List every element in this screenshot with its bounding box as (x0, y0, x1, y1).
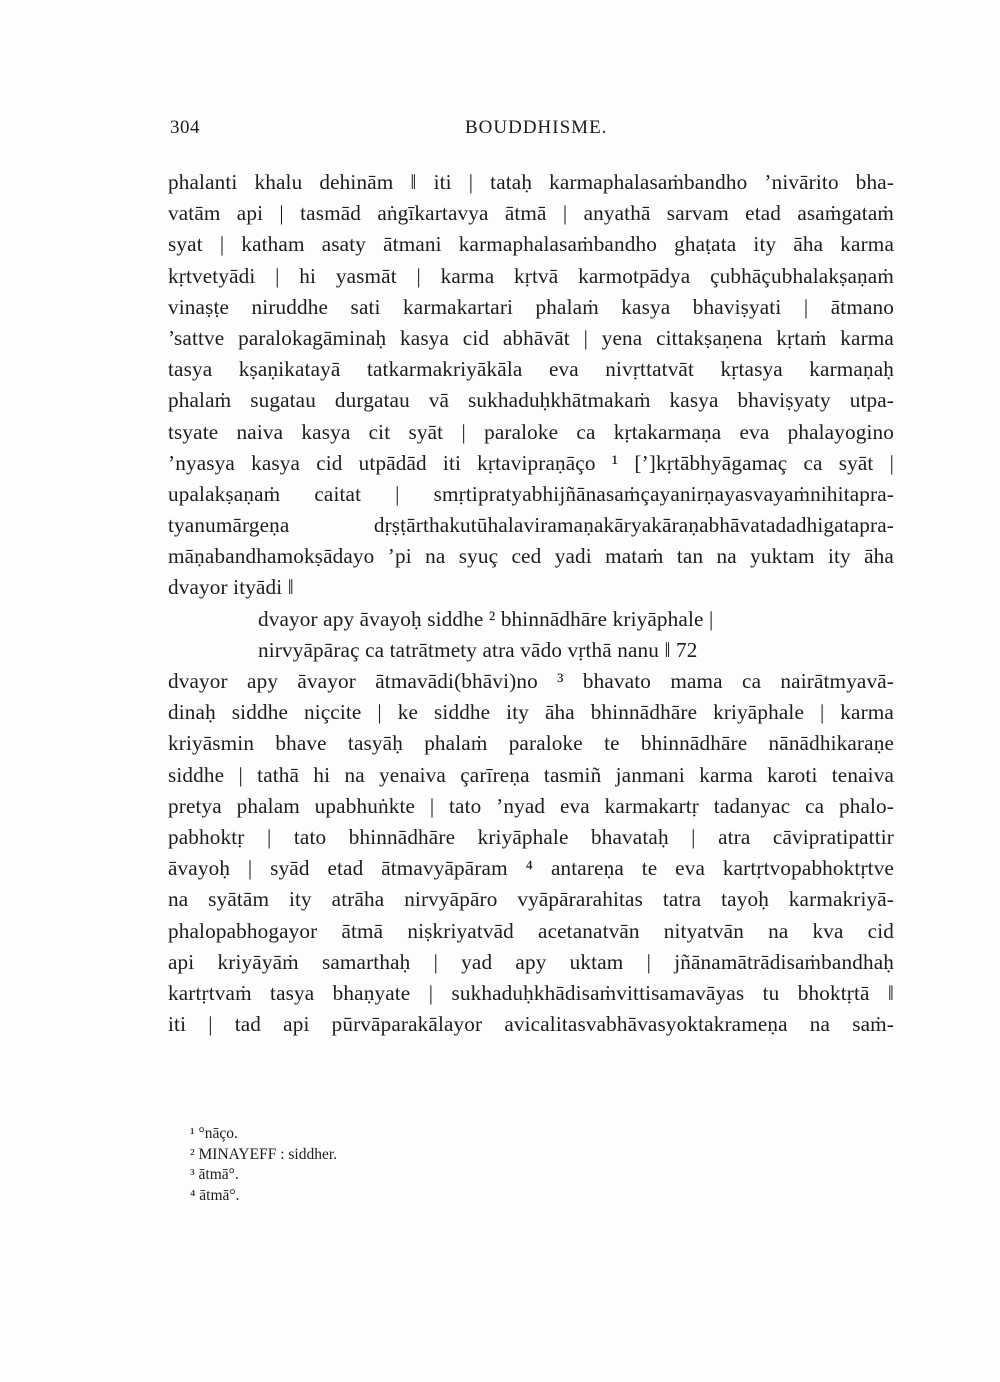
text-line: siddhe | tathā hi na yenaiva çarīreṇa tasmiñ janmani karma karoti tenaiva (168, 762, 894, 787)
text-line: āvayoḥ | syād etad ātmavyāpāram ⁴ antareṇa te eva kartṛtvopabhoktṛtve (168, 856, 894, 881)
text-line: dinaḥ siddhe niçcite | ke siddhe ity āha bhinnādhāre kriyāphale | karma (168, 700, 894, 725)
text-line: vinaṣṭe niruddhe sati karmakartari phalaṁ kasya bhaviṣyati | ātmano (168, 294, 894, 319)
text-line: kartṛtvaṁ tasya bhaṇyate | sukhaduḥkhādisaṁvittisamavāyas tu bhoktṛtā ‖ (168, 980, 894, 1005)
text-line: dvayor ityādi ‖ (168, 575, 294, 600)
text-line: syat | katham asaty ātmani karmaphalasaṁbandho ghaṭata ity āha karma (168, 232, 894, 257)
text-line: phalopabhogayor ātmā niṣkriyatvād acetanatvān nityatvān na kva cid (168, 918, 894, 943)
footnotes (190, 1124, 590, 1206)
page-header (170, 117, 890, 141)
text-line: api kriyāyāṁ samarthaḥ | yad apy uktam | jñānamātrādisaṁbandhaḥ (168, 949, 894, 974)
text-line: kriyāsmin bhave tasyāḥ phalaṁ paraloke te bhinnādhāre nānādhikaraṇe (168, 731, 894, 756)
text-line: upalakṣaṇaṁ caitat | smṛtipratyabhijñānasaṁçayanirṇayasvayaṁnihitapra- (168, 481, 894, 506)
footnote: ² MINAYEFF : siddher. (190, 1145, 338, 1163)
footnote: ¹ °nāço. (190, 1125, 238, 1142)
page-number: 304 (170, 117, 200, 138)
text-line: na syātām ity atrāha nirvyāpāro vyāpārarahitas tatra tayoḥ karmakriyā- (168, 887, 894, 912)
text-line: phalaṁ sugatau durgatau vā sukhaduḥkhātmakaṁ kasya bhaviṣyaty utpa- (168, 388, 894, 413)
verse-line: dvayor apy āvayoḥ siddhe ² bhinnādhāre kriyāphale | (258, 606, 714, 631)
main-text (168, 167, 894, 1040)
text-line: tasya kṣaṇikatayā tatkarmakriyākāla eva nivṛttatvāt kṛtasya karmaṇaḥ (168, 357, 894, 382)
running-title: BOUDDHISME. (465, 117, 608, 138)
text-line: iti | tad api pūrvāparakālayor avicalitasvabhāvasyoktakrameṇa na saṁ- (168, 1012, 894, 1037)
text-line: māṇabandhamokṣādayo ’pi na syuç ced yadi mataṁ tan na yuktam ity āha (168, 544, 894, 569)
text-line: tyanumārgeṇa dṛṣṭārthakutūhalaviramaṇakāryakāraṇabhāvatadadhigatapra- (168, 513, 894, 538)
text-line: phalanti khalu dehinām ‖ iti | tataḥ karmaphalasaṁbandho ’nivārito bha- (168, 170, 894, 194)
text-line: kṛtvetyādi | hi yasmāt | karma kṛtvā karmotpādya çubhāçubhalakṣaṇaṁ (168, 263, 894, 288)
footnote: ⁴ ātmā°. (190, 1186, 240, 1204)
verse-line: nirvyāpāraç ca tatrātmety atra vādo vṛthā nanu ‖ 72 (258, 637, 698, 662)
text-line: tsyate naiva kasya cit syāt | paraloke ca kṛtakarmaṇa eva phalayogino (168, 419, 894, 444)
text-line: vatām api | tasmād aṅgīkartavya ātmā | anyathā sarvam etad asaṁgataṁ (168, 201, 894, 226)
text-line: pretya phalam upabhuṅkte | tato ’nyad eva karmakartṛ tadanyac ca phalo- (168, 793, 894, 818)
text-line: pabhoktṛ | tato bhinnādhāre kriyāphale bhavataḥ | atra cāvipratipattir (168, 824, 894, 849)
text-line: ’nyasya kasya cid utpādād iti kṛtavipraṇāço ¹ [’]kṛtābhyāgamaç ca syāt | (168, 450, 894, 475)
footnote: ³ ātmā°. (190, 1166, 239, 1183)
text-line: dvayor apy āvayor ātmavādi(bhāvi)no ³ bhavato mama ca nairātmyavā- (168, 669, 894, 693)
text-line: ’sattve paralokagāminaḥ kasya cid abhāvāt | yena cittakṣaṇena kṛtaṁ karma (168, 325, 894, 350)
